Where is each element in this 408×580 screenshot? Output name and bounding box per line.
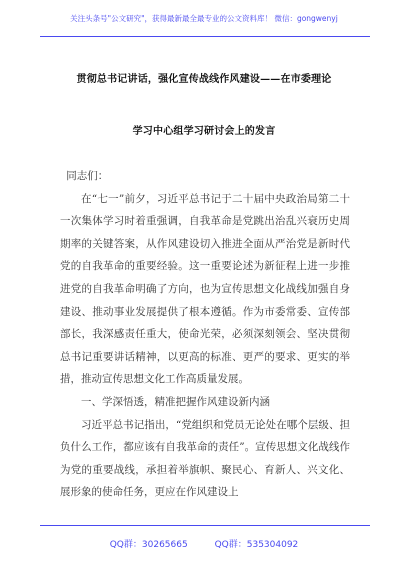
document-title-line1: 贯彻总书记讲话，强化宣传战线作风建设——在市委理论	[76, 74, 332, 85]
paragraph-intro: 在“七一”前夕，习近平总书记于二十届中央政治局第二十一次集体学习时着重强调，自我革命是党跳出治乱兴衰历史周期率的关键答案，从作风建设切入推进全面从严治党是新时代党的自我革命的重要经验。这一重要论述为新征程上进一步推进党的自我革命明确了方向，也为宣传思想文化战线加强自身建设、推动事业发展提供了根本遵循。作为市委常委、宣传部部长，我深感责任重大，使命光荣，必须深刻领会、坚决贯彻总书记重要讲话精神，以更高的标准、更严的要求、更实的举措，推动宣传思想文化工作高质量发展。	[60, 192, 350, 386]
footer	[0, 537, 408, 550]
header-divider	[40, 36, 370, 37]
header-note: 关注头条号"公文研究"，获得最新最全最专业的公文资料库！ 微信：gongwenyj	[70, 14, 338, 23]
footer-qq-group-1: QQ群：30265665	[109, 540, 188, 550]
document-title-line2: 学习中心组学习研讨会上的发言	[132, 126, 276, 137]
salutation: 同志们：	[66, 170, 109, 182]
footer-divider	[40, 525, 370, 526]
document-body	[60, 165, 350, 504]
paragraph-section-1: 习近平总书记指出，“党组织和党员无论处在哪个层级、担负什么工作，都应该有自我革命的责任”。宣传思想文化战线作为党的重要战线，承担着举旗帜、聚民心、育新人、兴文化、展形象的使命任务，更应在作风建设上	[60, 418, 350, 499]
footer-qq-group-2: QQ群：535304092	[214, 540, 299, 550]
section-heading: 一、学深悟透，精准把握作风建设新内涵	[81, 395, 270, 408]
